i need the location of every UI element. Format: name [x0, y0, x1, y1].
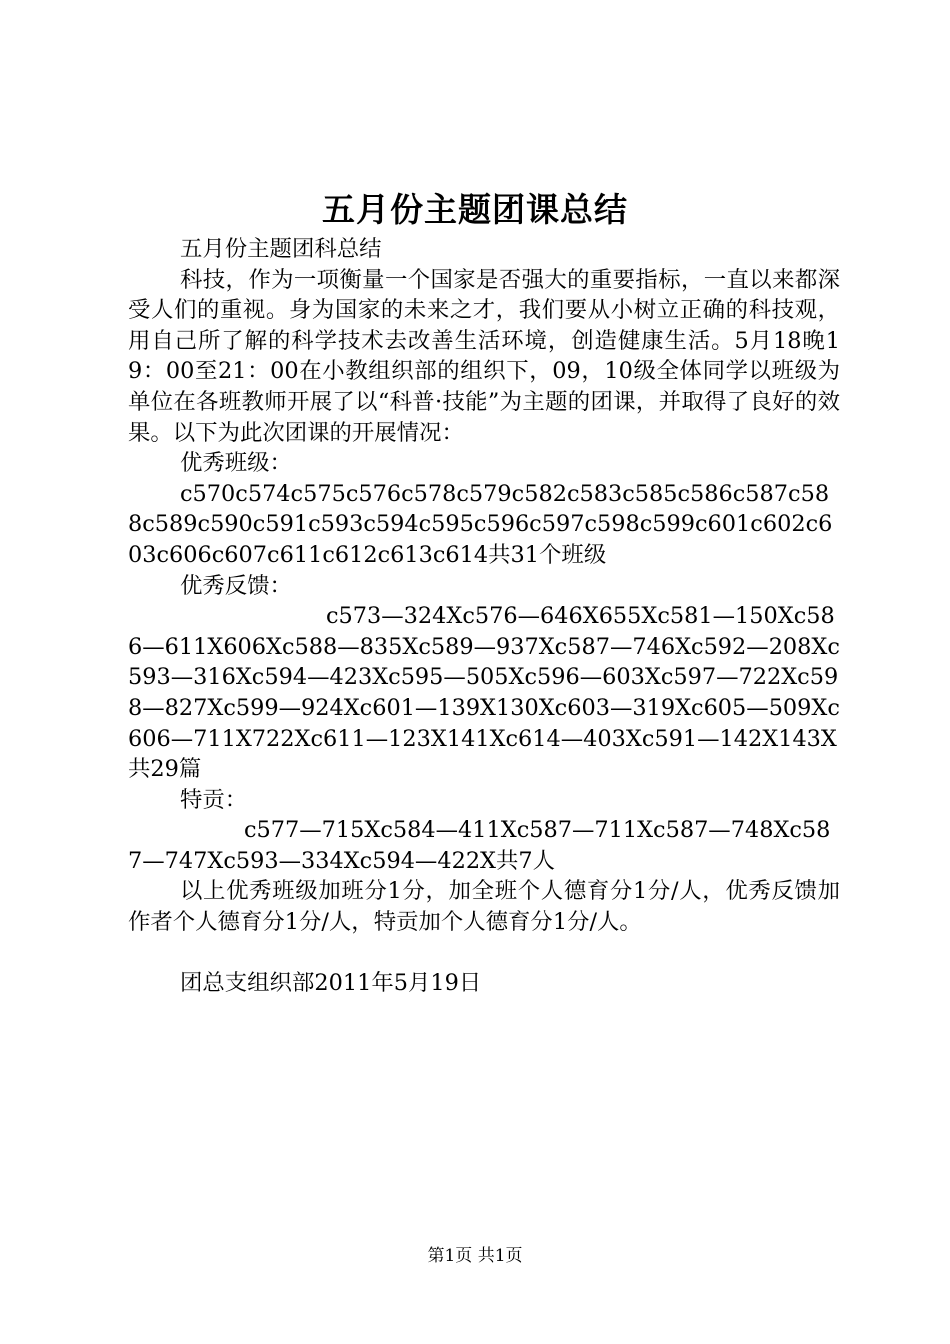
intro-paragraph: 科技，作为一项衡量一个国家是否强大的重要指标，一直以来都深受人们的重视。身为国家的未来之才，我们要从小树立正确的科技观，用自己所了解的科学技术去改善生活环境，创造健康生活。5月18晚19：00至21：00在小教组织部的组织下，09，10级全体同学以班级为单位在各班教师开展了以“科普·技能”为主题的团课，并取得了良好的效果。以下为此次团课的开展情况： — [128, 266, 840, 446]
excellent-feedback-list: c573—324Xc576—646X655Xc581—150Xc586—611X606Xc588—835Xc589—937Xc587—746Xc592—208Xc593—316Xc594—423Xc595—505Xc596—603Xc597—722Xc598—827Xc599—924Xc601—139X130Xc603—319Xc605—509Xc606—711X722Xc611—123X141Xc614—403Xc591—142X143X共29篇 — [128, 603, 840, 783]
special-list: c577—715Xc584—411Xc587—711Xc587—748Xc587—747Xc593—334Xc594—422X共7人 — [128, 817, 831, 874]
document-body — [128, 234, 840, 998]
excellent-feedback-heading: 优秀反馈： — [180, 572, 292, 599]
special-heading: 特贡： — [180, 786, 248, 813]
excellent-classes-list: c570c574c575c576c578c579c582c583c585c586c587c588c589c590c591c593c594c595c596c597c598c599c601c602c603c606c607c611c612c613c614共31个班级 — [128, 480, 833, 568]
excellent-classes-heading: 优秀班级： — [180, 450, 292, 477]
subtitle: 五月份主题团科总结 — [180, 236, 382, 262]
signature-line: 团总支组织部2011年5月19日 — [180, 969, 482, 996]
page-footer: 第1页 共1页 — [427, 1246, 523, 1266]
paragraph-spacer — [128, 938, 840, 968]
bonus-rules-paragraph: 以上优秀班级加班分1分，加全班个人德育分1分/人，优秀反馈加作者个人德育分1分/人，特贡加个人德育分1分/人。 — [128, 878, 840, 936]
document-title: 五月份主题团课总结 — [322, 190, 628, 229]
